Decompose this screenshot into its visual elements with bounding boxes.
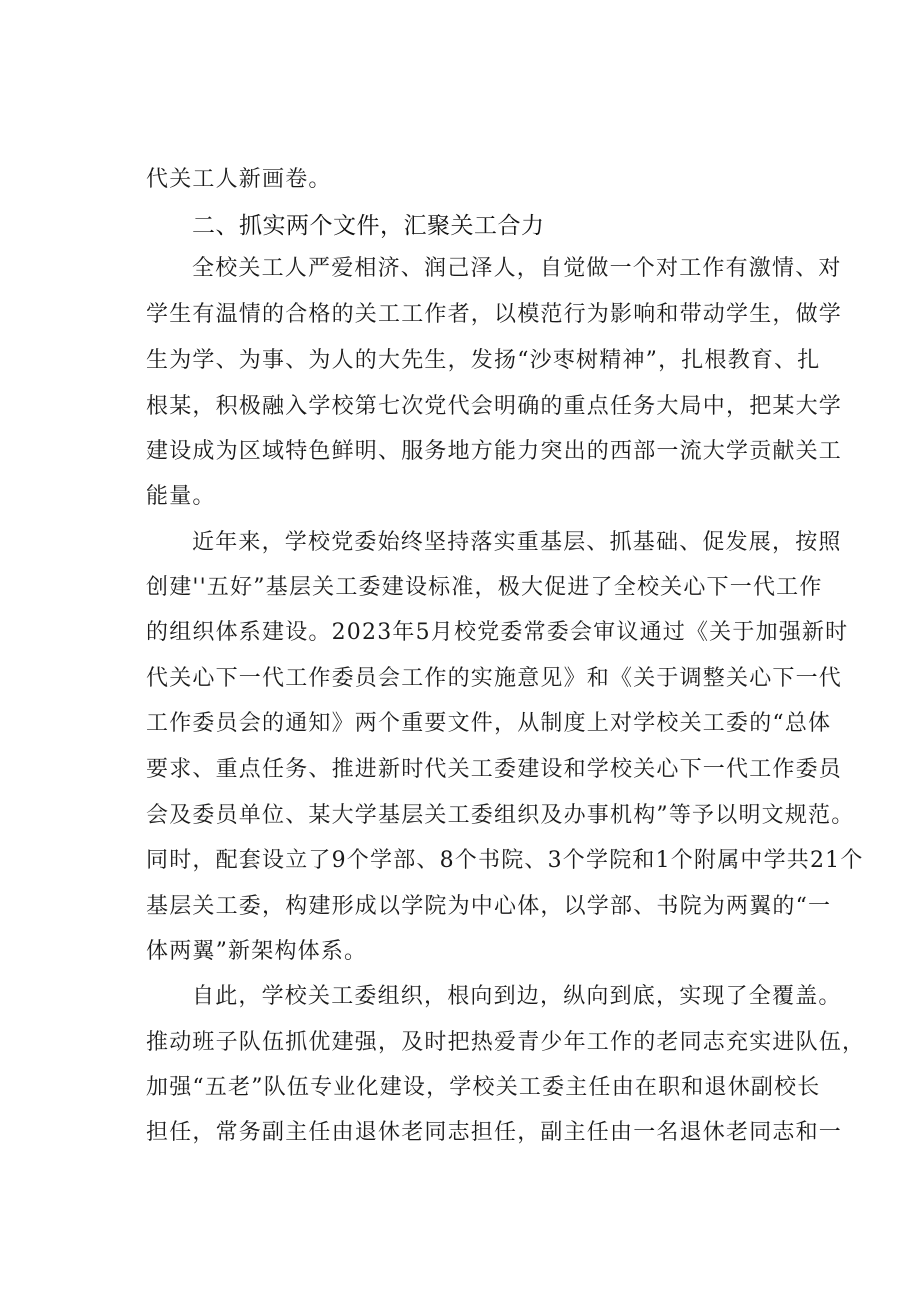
text-line: 创建''五好”基层关工委建设标准，极大促进了全校关心下一代工作: [146, 575, 823, 600]
text-line: 生为学、为事、为人的大先生，发扬“沙枣树精神”，扎根教育、扎: [146, 348, 821, 373]
text-line: 近年来，学校党委始终坚持落实重基层、抓基础、促发展，按照: [192, 530, 842, 555]
text-line: 推动班子队伍抓优建强，及时把热爱青少年工作的老同志充实进队伍，: [146, 1030, 866, 1055]
text-line: 体两翼”新架构体系。: [146, 939, 368, 964]
text-line: 根某，积极融入学校第七次党代会明确的重点任务大局中，把某大学: [146, 394, 843, 419]
text-line: 全校关工人严爱相济、润己泽人，自觉做一个对工作有激情、对: [192, 256, 842, 281]
text-line: 会及委员单位、某大学基层关工委组织及办事机构”等予以明文规范。: [146, 803, 855, 828]
text-line: 工作委员会的通知》两个重要文件，从制度上对学校关工委的“总体: [146, 711, 832, 736]
section-heading: 二、抓实两个文件，汇聚关工合力: [192, 213, 545, 239]
text-line: 基层关工委，构建形成以学院为中心体，以学部、书院为两翼的“一: [146, 894, 832, 919]
text-line: 学生有温情的合格的关工工作者，以模范行为影响和带动学生，做学: [146, 302, 843, 327]
text-line: 的组织体系建设。2023年5月校党委常委会审议通过《关于加强新时: [146, 620, 849, 645]
text-line: 要求、重点任务、推进新时代关工委建设和学校关心下一代工作委员: [146, 757, 843, 782]
text-line: 同时，配套设立了9个学部、8个书院、3个学院和1个附属中学共21个: [146, 848, 864, 873]
text-line: 自此，学校关工委组织，根向到边，纵向到底，实现了全覆盖。: [192, 984, 842, 1009]
text-line: 能量。: [146, 484, 216, 509]
text-line: 建设成为区域特色鲜明、服务地方能力突出的西部一流大学贡献关工: [146, 439, 843, 464]
text-line: 代关工人新画卷。: [146, 167, 332, 192]
text-line: 担任，常务副主任由退休老同志担任，副主任由一名退休老同志和一: [146, 1120, 843, 1145]
text-line: 代关心下一代工作委员会工作的实施意见》和《关于调整关心下一代: [146, 666, 843, 691]
text-line: 加强“五老”队伍专业化建设，学校关工委主任由在职和退休副校长: [146, 1075, 821, 1100]
